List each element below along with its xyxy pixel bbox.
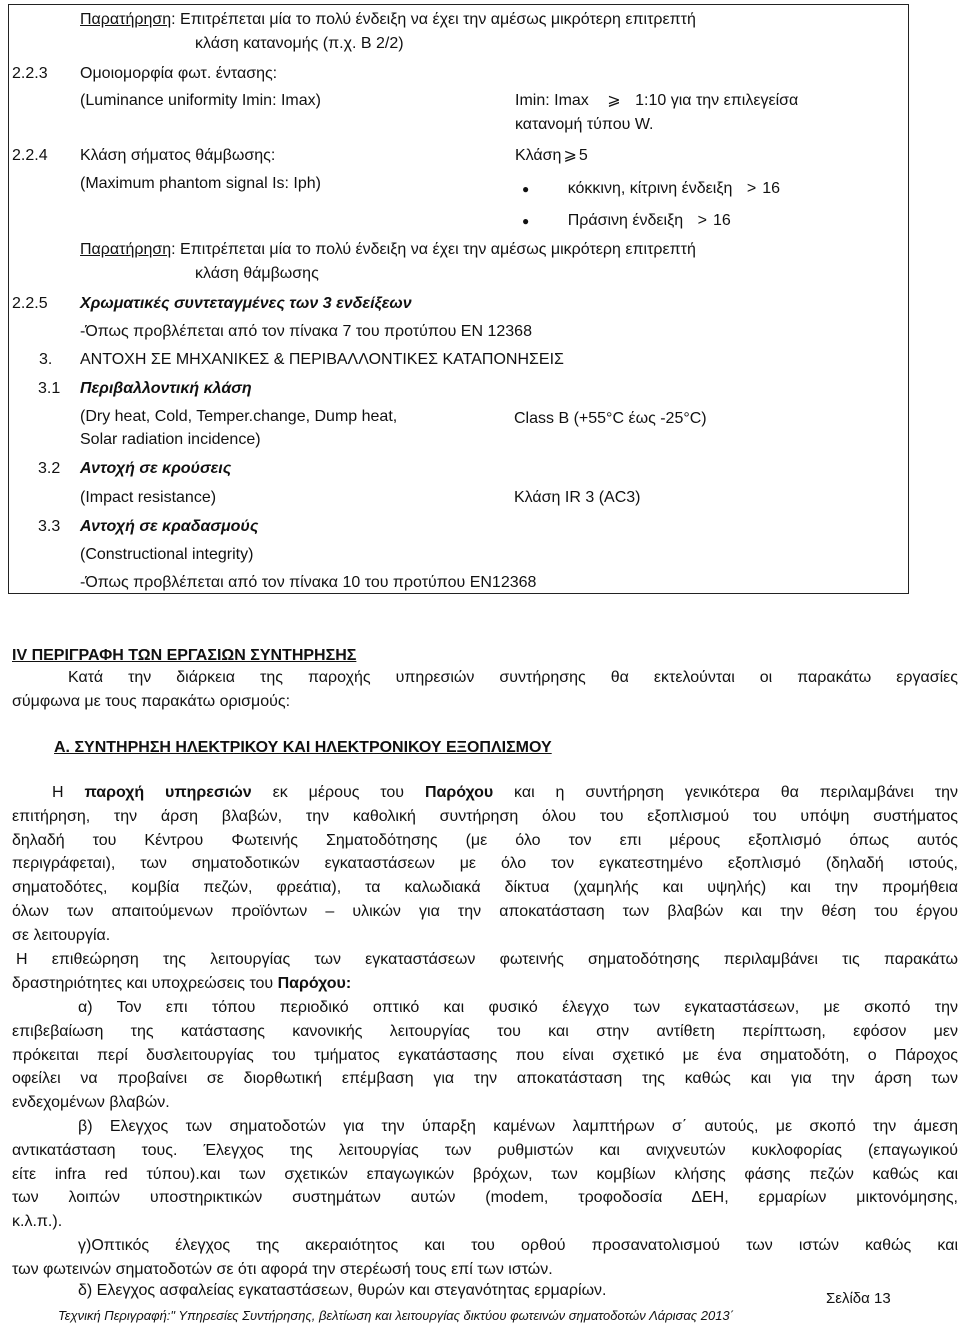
row-number: 3. [39,351,53,368]
row-value: Class B (+55°C έως -25°C) [514,410,707,427]
bullet-icon: ● [522,182,530,196]
subsection-heading: Α. ΣΥΝΤΗΡΗΣΗ ΗΛΕΚΤΡΙΚΟΥ ΚΑΙ ΗΛΕΚΤΡΟΝΙΚΟΥ ΕΞΟΠΛΙΣΜΟΥ [54,739,552,756]
pb-line: είτε infra red τύπου).και των σχετικών επαγωγικών βρόχων, των κομβίων κλήσης φάσης πεζών καθώς και [12,1165,958,1183]
row-subtitle: (Luminance uniformity Imin: Imax) [80,92,321,109]
paragraph-c [12,1234,958,1282]
row-number: 2.2.3 [12,65,48,82]
p1-line: όλων των απαιτούμενων προϊόντων – υλικών για την αποκατάσταση των βλαβών και την θέση του έργου [12,902,958,920]
uniformity-value-2: κατανομή τύπου W. [515,116,654,133]
uniformity-value [515,91,798,110]
row-subtitle-2: Solar radiation incidence) [80,431,261,448]
bullet-text: Πράσινη ένδειξη [567,212,684,229]
bullet-value: 16 [762,180,781,197]
pb-line: αντικατάσταση τους. Έλεγχος της λειτουργίας των ρυθμιστών και ανιχνευτών κυκλοφορίας (επαγωγικού [12,1141,958,1159]
row-title: Κλάση σήματος θάμβωσης: [80,147,276,164]
pa-line: ενδεχομένων βλαβών. [12,1094,170,1112]
paragraph-a [12,996,958,1115]
paragraph-2 [12,948,958,996]
p1-line: δηλαδή του Κέντρου Φωτεινής Σηματοδότησης (με όλο τον επι μέρους εξοπλισμό όπως αυτός [12,831,958,849]
paragraph-d: δ) Ελεγχος ασφαλείας εγκαταστάσεων, θυρών και στεγανότητας ερμαρίων. [78,1282,607,1299]
row-subtitle: (Maximum phantom signal Is: Iph) [80,175,321,192]
row-value: Κλάση IR 3 (AC3) [514,489,641,506]
p1-line: περιγράφεται), των σηματοδοτικών εγκαταστάσεων με όλο τον εγκατεστημένο εξοπλισμό (δηλαδή ιστούς, [12,855,958,873]
geq-icon: ⩾ [607,92,621,109]
row-number: 2.2.4 [12,147,48,164]
row-subtitle-2: -Όπως προβλέπεται από τον πίνακα 10 του προτύπου ΕΝ12368 [80,574,537,591]
intro-line-1: Κατά την διάρκεια της παροχής υπηρεσιών συντήρησης θα εκτελούνται οι παρακάτω εργασίες [68,669,958,686]
p1-line-1: Η παροχή υπηρεσιών εκ μέρους του Παρόχου και η συντήρηση γενικότερα θα περιλαμβάνει την [52,784,959,801]
p2-line-2 [12,972,958,996]
value-label: Imin: Imax [515,92,589,109]
row-title: Ομοιομορφία φωτ. έντασης: [80,65,278,82]
note-text-2: κλάση θάμβωσης [195,265,319,282]
gt-icon: > [746,180,757,197]
row-subtitle: (Impact resistance) [80,489,217,506]
row-subtitle: (Constructional integrity) [80,546,254,563]
intro-line-2: σύμφωνα με τους παρακάτω ορισμούς: [12,692,291,710]
section-intro [12,666,958,714]
pa-line: οφείλει να προβαίνει σε διορθωτική επέμβαση για την αποκατάσταση της καθώς και για την άρση των [12,1070,958,1088]
value-text: 1:10 για την επιλεγείσα [635,92,799,109]
pb-line: κ.λ.π.). [12,1213,63,1231]
bullet-2 [522,211,731,230]
note-text-2: κλάση κατανομής (π.χ. Β 2/2) [195,35,404,52]
geq-icon: ⩾ [563,147,577,164]
paragraph-b [12,1115,958,1234]
p2-line-1: Η επιθεώρηση της λειτουργίας των εγκαταστάσεων φωτεινής σηματοδότησης περιλαμβάνει τις παρακάτω [16,951,958,968]
pa-line: πρόκειται περί δυσλειτουργίας του τμήματος εγκατάστασης που είναι σχετικό με ένα σηματοδότη, ο Πάροχος [12,1046,958,1064]
paragraph-1 [12,781,958,948]
glare-class [515,146,588,165]
pc-line: των φωτεινών σηματοδοτών σε ότι αφορά την στερέωσή τους επί των ιστών. [12,1260,553,1278]
p1-line: σε λειτουργία. [12,926,111,944]
note-label: Παρατήρηση [80,241,172,258]
note-1 [80,10,696,29]
row-number: 3.1 [38,380,61,397]
note-text: : Επιτρέπεται μία το πολύ ένδειξη να έχει την αμέσως μικρότερη επιτρεπτή [171,241,696,258]
pa-line: α) Τον επι τόπου περιοδικό οπτικό και φυσικό έλεγχο των εγκαταστάσεων, με σκοπό την [78,999,958,1016]
row-number: 2.2.5 [12,295,48,312]
section-heading: IV ΠΕΡΙΓΡΑΦΗ ΤΩΝ ΕΡΓΑΣΙΩΝ ΣΥΝΤΗΡΗΣΗΣ [12,647,357,664]
p2-bold: Παρόχου: [277,974,352,992]
row-title: ΑΝΤΟΧΗ ΣΕ ΜΗΧΑΝΙΚΕΣ & ΠΕΡΙΒΑΛΛΟΝΤΙΚΕΣ ΚΑΤΑΠΟΝΗΣΕΙΣ [80,351,564,368]
row-title: Αντοχή σε κρούσεις [80,460,232,477]
pb-line: των λοιπών υποστηρικτικών συστημάτων αυτών (modem, τροφοδοσία ΔΕΗ, ερμαρίων μικτονόμησης, [12,1189,958,1207]
row-subtitle: -Όπως προβλέπεται από τον πίνακα 7 του προτύπου ΕΝ 12368 [80,323,532,340]
pa-line: επιβεβαίωση της κατάστασης κανονικής λειτουργίας του και στην αντίθετη περίπτωση, εφόσον μεν [12,1022,958,1040]
pc-line: γ)Οπτικός έλεγχος της ακεραιότητος και του ορθού προσανατολισμού των ιστών καθώς και [78,1237,958,1254]
bullet-icon: ● [522,214,530,228]
bullet-text: κόκκινη, κίτρινη ένδειξη [567,180,733,197]
note-text: : Επιτρέπεται μία το πολύ ένδειξη να έχει την αμέσως μικρότερη επιτρεπτή [171,11,696,28]
note-2 [80,240,696,259]
p1-line: σηματοδότες, κομβία πεζών, φρεάτια), τα καλωδιακά δίκτυα (χαμηλής και υψηλής) και την προμήθεια [12,879,958,897]
bullet-value: 16 [712,212,731,229]
row-title: Περιβαλλοντική κλάση [80,380,252,397]
class-label: Κλάση [515,147,562,164]
bullet-1 [522,179,780,198]
class-value: 5 [578,147,588,164]
row-title: Αντοχή σε κραδασμούς [80,518,259,535]
p2-text: δραστηριότητες και υποχρεώσεις του [12,974,278,992]
pb-line: β) Ελεγχος των σηματοδοτών για την ύπαρξη καμένων λαμπτήρων σ΄ αυτούς, με σκοπό την άμεση [78,1118,958,1135]
row-number: 3.3 [38,518,61,535]
row-number: 3.2 [38,460,61,477]
page-number: Σελίδα 13 [826,1290,891,1307]
gt-icon: > [697,212,707,229]
row-title: Χρωματικές συντεταγμένες των 3 ενδείξεων [80,295,412,312]
note-label: Παρατήρηση [80,11,172,28]
footer-text: Τεχνική Περιγραφή:" Υπηρεσίες Συντήρησης, βελτίωση και λειτουργίας δικτύου φωτεινών σηματοδοτών Λάρισας 2013΄ [58,1308,734,1323]
row-subtitle: (Dry heat, Cold, Temper.change, Dump heat, [80,408,398,425]
p1-line: επιτήρηση, την άρση βλαβών, την καθολική συντήρηση όλου του εξοπλισμού του υπόψη συστήματος [12,807,958,825]
